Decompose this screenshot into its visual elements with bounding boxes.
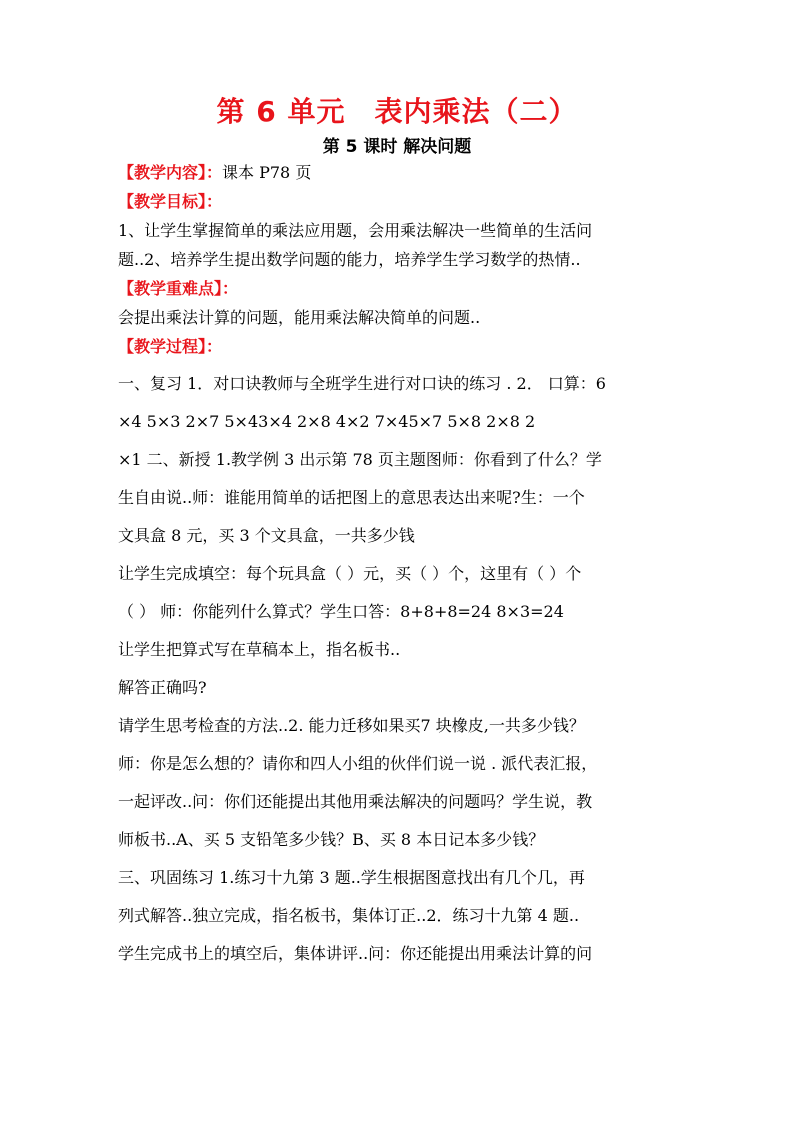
process-line: 让学生把算式写在草稿本上，指名板书.. <box>118 640 401 659</box>
teaching-goals-row <box>118 187 676 216</box>
teaching-process-label: 【教学过程】： <box>118 337 223 356</box>
process-line: 学生完成书上的填空后，集体讲评..问：你还能提出用乘法计算的问 <box>118 944 593 963</box>
key-points-label: 【教学重难点】： <box>118 279 239 298</box>
process-line: 文具盒 8 元，买 3 个文具盒，一共多少钱 <box>118 526 415 545</box>
teaching-process-row <box>118 332 676 361</box>
teaching-content-label: 【教学内容】： <box>118 163 223 182</box>
process-line: 生自由说..师：谁能用简单的话把图上的意思表达出来呢?生：一个 <box>118 488 585 507</box>
goals-line: 题..2、培养学生提出数学问题的能力，培养学生学习数学的热情.. <box>118 250 581 269</box>
process-line: 列式解答..独立完成，指名板书，集体订正..2．练习十九第 4 题.. <box>118 906 580 925</box>
process-line: ×4 5×3 2×7 5×43×4 2×8 4×2 7×45×7 5×8 2×8 2 <box>118 412 536 431</box>
goals-line: 1、让学生掌握简单的乘法应用题，会用乘法解决一些简单的生活问 <box>118 221 593 240</box>
process-line: 一起评改..问：你们还能提出其他用乘法解决的问题吗？学生说，教 <box>118 792 593 811</box>
process-line: 解答正确吗? <box>118 678 207 697</box>
process-line: 让学生完成填空：每个玩具盒（ ）元，买（ ）个，这里有（ ）个 <box>118 564 582 583</box>
teaching-content-value: 课本 P78 页 <box>222 163 312 182</box>
document-title: 第 6 单元 表内乘法（二） <box>216 95 578 128</box>
key-points-line: 会提出乘法计算的问题，能用乘法解决简单的问题.. <box>118 308 481 327</box>
process-line: 师：你是怎么想的？请你和四人小组的伙伴们说一说 . 派代表汇报， <box>118 754 598 773</box>
key-points-row <box>118 274 676 303</box>
process-line: 请学生思考检查的方法..2. 能力迁移如果买7 块橡皮,一共多少钱？ <box>118 716 585 735</box>
process-line: 一、复习 1．对口诀教师与全班学生进行对口诀的练习 . 2． 口算：6 <box>118 374 606 393</box>
document-body <box>118 158 676 973</box>
process-line: 三、巩固练习 1.练习十九第 3 题..学生根据图意找出有几个几，再 <box>118 868 585 887</box>
teaching-content-row <box>118 158 676 187</box>
lesson-subtitle: 第 5 课时 解决问题 <box>322 137 472 157</box>
process-line: ×1 二、新授 1.教学例 3 出示第 78 页主题图师：你看到了什么？学 <box>118 450 602 469</box>
teaching-goals-label: 【教学目标】： <box>118 192 223 211</box>
process-line: 师板书..A、买 5 支铅笔多少钱？B、买 8 本日记本多少钱？ <box>118 830 545 849</box>
process-line: （ ） 师：你能列什么算式？学生口答：8+8+8=24 8×3=24 <box>118 602 564 621</box>
